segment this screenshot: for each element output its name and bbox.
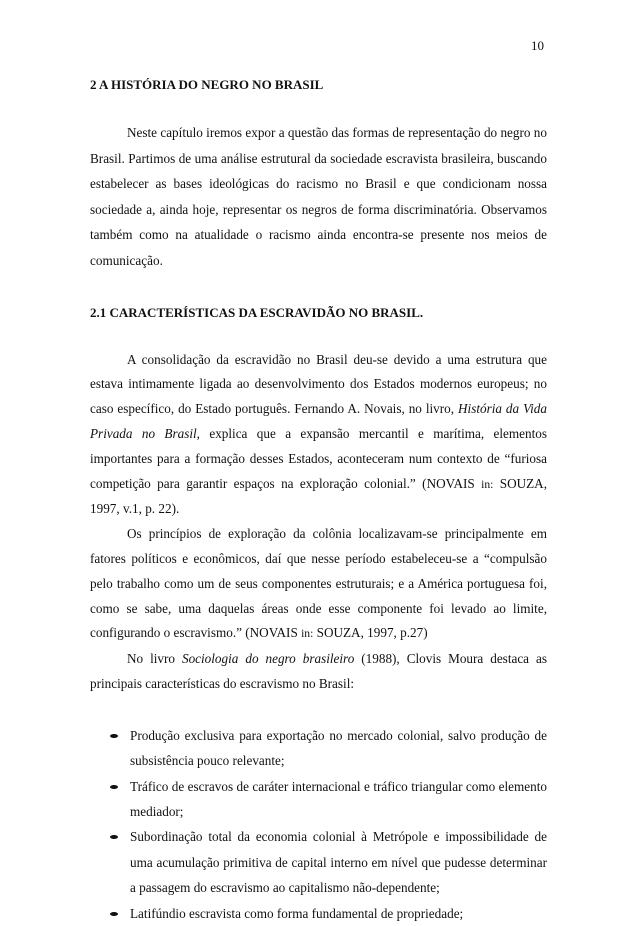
paragraph-text: SOUZA, 1997, v.1, p. 22). — [90, 475, 547, 517]
paragraph-text: A consolidação da escravidão no Brasil deu-se devido a uma estrutura que estava intimamente ligada ao desenvolvimento dos Estados modernos europeus; no caso específico, do Estado português. Fernando A. Novais, no livro, — [90, 351, 547, 417]
citation-in-label: in: — [301, 627, 314, 641]
section-title: 2.1 CARACTERÍSTICAS DA ESCRAVIDÃO NO BRASIL. — [90, 304, 424, 320]
intro-paragraph: Neste capítulo iremos expor a questão das formas de representação do negro no Brasil. Partimos de uma análise estrutural da sociedade escravista brasileira, buscando estabelecer as bases ideológicas do racismo no Brasil e que condicionam nossa sociedade a, ainda hoje, representar os negros de forma discriminatória. Observamos também como na atualidade o racismo ainda encontra-se presente nos meios de comunicação. — [90, 125, 547, 268]
bullet-icon — [110, 785, 118, 789]
citation-in-label: in: — [481, 477, 494, 491]
paragraph-consolidation — [90, 348, 547, 523]
paragraph-principles — [90, 522, 547, 647]
page-number: 10 — [531, 38, 544, 53]
chapter-title: 2 A HISTÓRIA DO NEGRO NO BRASIL — [90, 77, 324, 92]
list-item-text: Subordinação total da economia colonial à Metrópole e impossibilidade de uma acumulação primitiva de capital interno em nível que pudesse determinar a passagem do escravismo ao capitalismo não-dependente; — [130, 829, 547, 896]
bullet-icon — [110, 912, 118, 916]
list-item-text: Tráfico de escravos de caráter internacional e tráfico triangular como elemento mediador; — [130, 778, 547, 819]
paragraph-text: , explica que a expansão mercantil e marítima, elementos importantes para a formação desses Estados, aconteceram num contexto de “furiosa competição para garantir espaços na exploração colonial.” (NOVAIS — [90, 425, 547, 491]
page-content — [90, 72, 547, 926]
paragraph-text: SOUZA, 1997, p.27) — [313, 625, 428, 641]
bullet-icon — [110, 734, 118, 738]
bullet-icon — [110, 835, 118, 839]
paragraph-text: Os princípios de exploração da colônia localizavam-se principalmente em fatores políticos e econômicos, daí que nesse período estabeleceu-se a “compulsão pelo trabalho como um de seus componentes estruturais; e a América portuguesa foi, como se sabe, uma daquelas áreas onde esse componente foi levado ao limite, configurando o escravismo.” (NOVAIS — [90, 526, 547, 641]
characteristics-list — [90, 723, 547, 926]
paragraph-text: (1988), Clovis Moura destaca as principais características do escravismo no Brasil: — [90, 651, 547, 691]
book-title: Sociologia do negro brasileiro — [181, 651, 355, 667]
list-item — [90, 824, 547, 900]
list-item — [90, 901, 547, 926]
paragraph-moura — [90, 647, 547, 697]
list-item — [90, 723, 547, 774]
list-item-text: Produção exclusiva para exportação no mercado colonial, salvo produção de subsistência pouco relevante; — [130, 727, 547, 769]
list-item — [90, 774, 547, 825]
book-title: História da Vida Privada no Brasil — [90, 401, 547, 441]
list-item-text: Latifúndio escravista como forma fundamental de propriedade; — [130, 905, 464, 921]
paragraph-text: No livro — [127, 651, 182, 667]
